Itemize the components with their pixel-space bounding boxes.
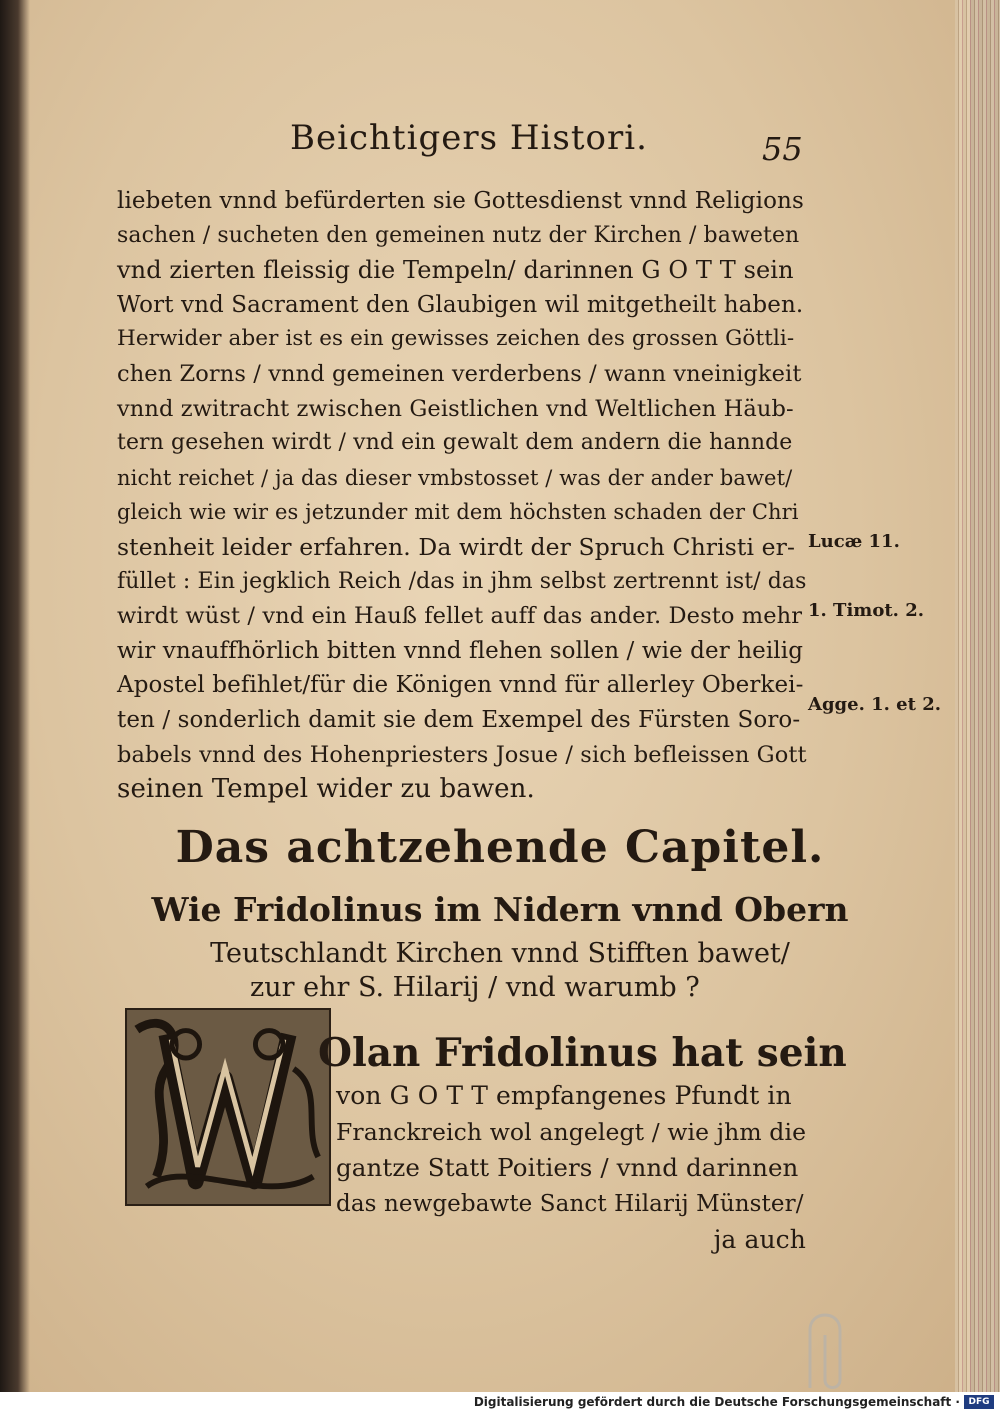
text-line: babels vnnd des Hohenpriesters Josue / sich befleissen Gott [117,741,807,768]
marginal-note: 1. Timot. 2. [808,600,924,621]
text-line: wir vnauffhörlich bitten vnnd flehen sollen / wie der heilig [117,637,804,664]
ornamental-initial-w-icon [127,1010,329,1204]
text-line: sachen / sucheten den gemeinen nutz der Kirchen / baweten [117,222,800,248]
text-line: stenheit leider erfahren. Da wirdt der Spruch Christi er- [117,532,796,561]
text-line: wirdt wüst / vnd ein Hauß fellet auff das ander. Desto mehr [117,603,803,630]
text-line: Herwider aber ist es ein gewisses zeichen des grossen Göttli- [117,326,795,352]
text-line: vnnd zwitracht zwischen Geistlichen vnd Weltlichen Häub- [117,395,794,422]
chapter-subtitle: Wie Fridolinus im Nidern vnnd Obern [151,890,849,929]
text-line: Apostel befihlet/für die Königen vnnd für allerley Oberkei- [117,672,804,699]
text-line: chen Zorns / vnnd gemeinen verderbens / wann vneinigkeit [117,360,802,387]
chapter-subtitle: Teutschlandt Kirchen vnnd Stifften bawet/ [210,938,790,969]
running-head: Beichtigers Histori. [290,118,648,158]
text-line: vnd zierten fleissig die Tempeln/ darinnen G O T T sein [117,256,794,285]
footer-credit: Digitalisierung gefördert durch die Deutsche Forschungsgemeinschaft · [473,1395,960,1409]
text-line: gleich wie wir es jetzunder mit dem höchsten schaden der Chri [117,500,799,525]
text-line: Franckreich wol angelegt / wie jhm die [336,1118,807,1146]
decorated-initial [125,1008,331,1206]
paper-clip-icon [800,1300,860,1390]
text-line: tern gesehen wirdt / vnd ein gewalt dem andern die hannde [117,430,793,456]
chapter-subtitle: zur ehr S. Hilarij / vnd warumb ? [250,972,700,1003]
chapter-title: Das achtzehende Capitel. [175,822,825,873]
catchword: ja auch [713,1225,806,1254]
opening-paragraph [336,1078,806,1258]
text-line: nicht reichet / ja das dieser vmbstosset / was der ander bawet/ [117,465,793,490]
text-line: seinen Tempel wider zu bawen. [117,774,535,805]
marginal-note: Agge. 1. et 2. [808,694,942,715]
text-line: liebeten vnnd befürderten sie Gottesdienst vnnd Religions [117,188,804,214]
text-line: ten / sonderlich damit sie dem Exempel des Fürsten Soro- [117,706,801,733]
text-line: von G O T T empfangenes Pfundt in [336,1081,792,1110]
opening-first-line: Olan Fridolinus hat sein [318,1030,847,1076]
text-line: das newgebawte Sanct Hilarij Münster/ [336,1191,804,1217]
digitization-footer [0,1392,1000,1412]
marginal-note: Lucæ 11. [808,531,900,552]
body-text [117,184,807,807]
page-number: 55 [762,130,803,168]
text-line: füllet : Ein jegklich Reich /das in jhm selbst zertrennt ist/ das [117,568,807,594]
dfg-logo: DFG [964,1395,994,1409]
text-line: Wort vnd Sacrament den Glaubigen wil mitgetheilt haben. [117,291,804,318]
text-line: gantze Statt Poitiers / vnnd darinnen [336,1153,799,1182]
